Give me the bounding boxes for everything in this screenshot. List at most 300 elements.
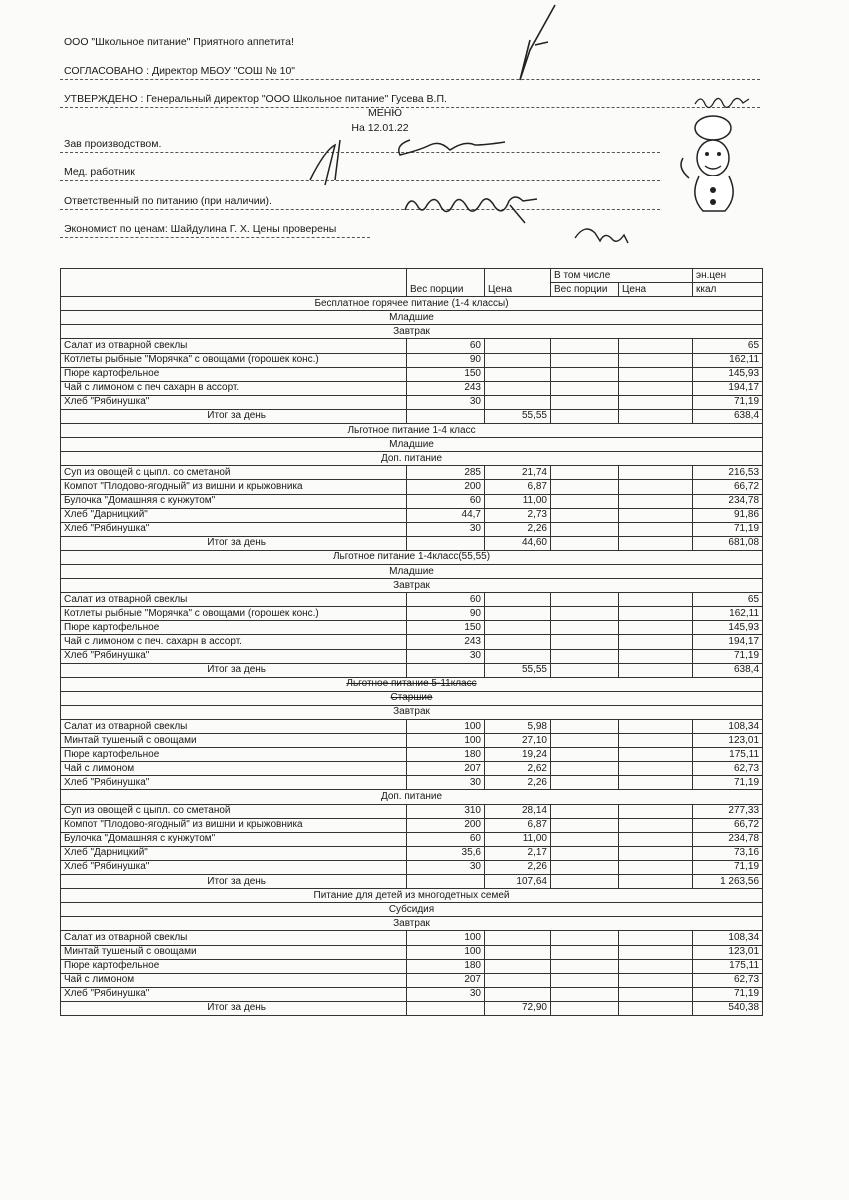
kcal-cell: 71,19: [693, 987, 763, 1001]
table-row: [61, 818, 763, 832]
section-row: [61, 438, 763, 452]
section-label: Младшие: [61, 438, 763, 452]
table-header-row-1: [61, 269, 763, 283]
price-cell: [485, 959, 551, 973]
header-incl-portion: Вес порции: [551, 283, 619, 297]
dish-name: Хлеб "Рябинушка": [61, 860, 407, 874]
dish-name: Котлеты рыбные "Морячка" с овощами (горошек конс.): [61, 607, 407, 621]
dish-name: Пюре картофельное: [61, 367, 407, 381]
kcal-cell: 108,34: [693, 720, 763, 734]
portion-cell: 100: [407, 945, 485, 959]
table-row: [61, 480, 763, 494]
header-name-cell: [61, 269, 407, 297]
incl-portion-cell: [551, 762, 619, 776]
incl-portion-cell: [551, 395, 619, 409]
kcal-cell: 638,4: [693, 663, 763, 677]
incl-price-cell: [619, 945, 693, 959]
incl-price-cell: [619, 494, 693, 508]
incl-portion-cell: [551, 734, 619, 748]
dish-name: Хлеб "Дарницкий": [61, 508, 407, 522]
section-row: [61, 564, 763, 578]
price-cell: [485, 635, 551, 649]
portion-cell: [407, 663, 485, 677]
price-cell: 2,26: [485, 522, 551, 536]
price-cell: 44,60: [485, 536, 551, 550]
incl-portion-cell: [551, 663, 619, 677]
portion-cell: 207: [407, 973, 485, 987]
section-label: Льготное питание 1-4 класс: [61, 424, 763, 438]
section-label: Доп. питание: [61, 790, 763, 804]
portion-cell: 150: [407, 367, 485, 381]
total-row: [61, 536, 763, 550]
price-cell: [485, 649, 551, 663]
price-cell: [485, 339, 551, 353]
section-label: [61, 677, 763, 691]
dish-name: Хлеб "Рябинушка": [61, 522, 407, 536]
kcal-cell: 216,53: [693, 466, 763, 480]
company-name: ООО "Школьное питание" Приятного аппетита!: [64, 36, 294, 48]
incl-price-cell: [619, 748, 693, 762]
page-title: МЕНЮ: [368, 107, 402, 119]
section-label: Младшие: [61, 564, 763, 578]
incl-portion-cell: [551, 931, 619, 945]
kcal-cell: 71,19: [693, 776, 763, 790]
total-row: [61, 875, 763, 889]
incl-portion-cell: [551, 748, 619, 762]
dish-name: Чай с лимоном с печ сахарн в ассорт.: [61, 381, 407, 395]
kcal-cell: 162,11: [693, 607, 763, 621]
table-row: [61, 649, 763, 663]
price-cell: 2,73: [485, 508, 551, 522]
incl-portion-cell: [551, 860, 619, 874]
dish-name: Чай с лимоном с печ. сахарн в ассорт.: [61, 635, 407, 649]
incl-portion-cell: [551, 635, 619, 649]
dish-name: Хлеб "Рябинушка": [61, 776, 407, 790]
approved-line: СОГЛАСОВАНО : Директор МБОУ "СОШ № 10": [64, 65, 296, 77]
price-cell: 107,64: [485, 875, 551, 889]
price-cell: 2,26: [485, 860, 551, 874]
price-cell: 2,62: [485, 762, 551, 776]
incl-price-cell: [619, 635, 693, 649]
dish-name: Хлеб "Рябинушка": [61, 987, 407, 1001]
price-cell: 11,00: [485, 494, 551, 508]
price-cell: 2,26: [485, 776, 551, 790]
role-medic: Мед. работник: [64, 166, 135, 178]
incl-price-cell: [619, 959, 693, 973]
price-cell: 72,90: [485, 1001, 551, 1015]
section-row: [61, 790, 763, 804]
dish-name: Суп из овощей с цыпл. со сметаной: [61, 466, 407, 480]
incl-portion-cell: [551, 339, 619, 353]
dish-name: Пюре картофельное: [61, 621, 407, 635]
portion-cell: 100: [407, 931, 485, 945]
incl-price-cell: [619, 832, 693, 846]
kcal-cell: 71,19: [693, 649, 763, 663]
dish-name: Хлеб "Дарницкий": [61, 846, 407, 860]
header-energy-bottom: ккал: [693, 283, 763, 297]
incl-portion-cell: [551, 720, 619, 734]
dish-name: Суп из овощей с цыпл. со сметаной: [61, 804, 407, 818]
kcal-cell: 175,11: [693, 959, 763, 973]
incl-price-cell: [619, 395, 693, 409]
portion-cell: 207: [407, 762, 485, 776]
table-row: [61, 945, 763, 959]
kcal-cell: 681,08: [693, 536, 763, 550]
dish-name: Салат из отварной свеклы: [61, 931, 407, 945]
table-row: [61, 804, 763, 818]
role-responsible: Ответственный по питанию (при наличии).: [64, 195, 272, 207]
section-row: [61, 677, 763, 691]
section-row: [61, 550, 763, 564]
kcal-cell: 65: [693, 593, 763, 607]
menu-table: [60, 268, 763, 1016]
dish-name: Пюре картофельное: [61, 959, 407, 973]
incl-price-cell: [619, 466, 693, 480]
kcal-cell: 123,01: [693, 734, 763, 748]
price-cell: 5,98: [485, 720, 551, 734]
dish-name: Хлеб "Рябинушка": [61, 395, 407, 409]
header-including: В том числе: [551, 269, 693, 283]
portion-cell: 285: [407, 466, 485, 480]
price-cell: 28,14: [485, 804, 551, 818]
portion-cell: 60: [407, 593, 485, 607]
incl-price-cell: [619, 846, 693, 860]
portion-cell: 30: [407, 522, 485, 536]
incl-portion-cell: [551, 818, 619, 832]
price-cell: [485, 381, 551, 395]
total-label: Итог за день: [61, 536, 407, 550]
struck-section-text: Льготное питание 5-11класс: [346, 678, 477, 690]
role-production: Зав производством.: [64, 138, 162, 150]
incl-portion-cell: [551, 381, 619, 395]
portion-cell: 100: [407, 734, 485, 748]
portion-cell: 30: [407, 649, 485, 663]
table-row: [61, 860, 763, 874]
portion-cell: [407, 536, 485, 550]
incl-portion-cell: [551, 466, 619, 480]
price-cell: 21,74: [485, 466, 551, 480]
section-row: [61, 889, 763, 903]
table-row: [61, 395, 763, 409]
incl-portion-cell: [551, 536, 619, 550]
dish-name: Минтай тушеный с овощами: [61, 734, 407, 748]
incl-price-cell: [619, 860, 693, 874]
section-label: Субсидия: [61, 903, 763, 917]
portion-cell: 30: [407, 987, 485, 1001]
director-signature: [500, 0, 580, 95]
incl-portion-cell: [551, 508, 619, 522]
incl-price-cell: [619, 339, 693, 353]
dish-name: Салат из отварной свеклы: [61, 720, 407, 734]
incl-portion-cell: [551, 875, 619, 889]
portion-cell: 243: [407, 381, 485, 395]
total-label: Итог за день: [61, 1001, 407, 1015]
incl-portion-cell: [551, 945, 619, 959]
production-signature: [300, 120, 530, 190]
kcal-cell: 175,11: [693, 748, 763, 762]
incl-price-cell: [619, 536, 693, 550]
table-row: [61, 832, 763, 846]
kcal-cell: 234,78: [693, 494, 763, 508]
confirmed-line: УТВЕРЖДЕНО : Генеральный директор "ООО Школьное питание" Гусева В.П.: [64, 93, 447, 105]
role-line-responsible: [60, 209, 660, 210]
incl-price-cell: [619, 734, 693, 748]
portion-cell: [407, 875, 485, 889]
dish-name: Салат из отварной свеклы: [61, 593, 407, 607]
price-cell: [485, 621, 551, 635]
section-label: Питание для детей из многодетных семей: [61, 889, 763, 903]
incl-price-cell: [619, 818, 693, 832]
section-row: [61, 424, 763, 438]
kcal-cell: 162,11: [693, 353, 763, 367]
portion-cell: 30: [407, 395, 485, 409]
section-label: [61, 691, 763, 705]
table-row: [61, 607, 763, 621]
kcal-cell: 71,19: [693, 395, 763, 409]
total-row: [61, 1001, 763, 1015]
incl-price-cell: [619, 804, 693, 818]
table-row: [61, 734, 763, 748]
kcal-cell: 71,19: [693, 522, 763, 536]
incl-portion-cell: [551, 353, 619, 367]
incl-price-cell: [619, 522, 693, 536]
dish-name: Компот "Плодово-ягодный" из вишни и крыжовника: [61, 818, 407, 832]
responsible-signature: [400, 185, 570, 230]
header-price: Цена: [485, 269, 551, 297]
portion-cell: 180: [407, 748, 485, 762]
incl-price-cell: [619, 367, 693, 381]
incl-price-cell: [619, 649, 693, 663]
table-row: [61, 720, 763, 734]
incl-price-cell: [619, 508, 693, 522]
price-cell: [485, 987, 551, 1001]
incl-price-cell: [619, 381, 693, 395]
table-row: [61, 339, 763, 353]
kcal-cell: 66,72: [693, 480, 763, 494]
incl-price-cell: [619, 663, 693, 677]
incl-price-cell: [619, 762, 693, 776]
kcal-cell: 194,17: [693, 635, 763, 649]
portion-cell: 35,6: [407, 846, 485, 860]
table-row: [61, 748, 763, 762]
incl-portion-cell: [551, 607, 619, 621]
kcal-cell: 66,72: [693, 818, 763, 832]
section-label: Завтрак: [61, 579, 763, 593]
section-label: Младшие: [61, 311, 763, 325]
incl-portion-cell: [551, 409, 619, 423]
total-label: Итог за день: [61, 663, 407, 677]
dish-name: Пюре картофельное: [61, 748, 407, 762]
kcal-cell: 277,33: [693, 804, 763, 818]
table-row: [61, 987, 763, 1001]
total-row: [61, 663, 763, 677]
section-row: [61, 297, 763, 311]
portion-cell: 30: [407, 860, 485, 874]
portion-cell: 90: [407, 353, 485, 367]
table-row: [61, 593, 763, 607]
incl-portion-cell: [551, 804, 619, 818]
portion-cell: [407, 409, 485, 423]
total-label: Итог за день: [61, 409, 407, 423]
header-incl-price: Цена: [619, 283, 693, 297]
portion-cell: 44,7: [407, 508, 485, 522]
section-row: [61, 579, 763, 593]
table-row: [61, 973, 763, 987]
kcal-cell: 65: [693, 339, 763, 353]
price-cell: 55,55: [485, 409, 551, 423]
chef-mascot-image: [675, 108, 750, 218]
portion-cell: 180: [407, 959, 485, 973]
section-label: Льготное питание 1-4класс(55,55): [61, 550, 763, 564]
portion-cell: 200: [407, 818, 485, 832]
kcal-cell: 234,78: [693, 832, 763, 846]
struck-section-text: Старшие: [390, 692, 433, 704]
price-cell: [485, 945, 551, 959]
incl-price-cell: [619, 353, 693, 367]
portion-cell: 60: [407, 832, 485, 846]
price-cell: [485, 367, 551, 381]
total-row: [61, 409, 763, 423]
kcal-cell: 194,17: [693, 381, 763, 395]
dish-name: Салат из отварной свеклы: [61, 339, 407, 353]
portion-cell: [407, 1001, 485, 1015]
table-row: [61, 494, 763, 508]
incl-portion-cell: [551, 494, 619, 508]
section-row: [61, 903, 763, 917]
dish-name: Чай с лимоном: [61, 762, 407, 776]
dish-name: Чай с лимоном: [61, 973, 407, 987]
table-row: [61, 762, 763, 776]
incl-portion-cell: [551, 846, 619, 860]
role-line-economist: [60, 237, 370, 238]
kcal-cell: 638,4: [693, 409, 763, 423]
price-cell: [485, 973, 551, 987]
price-cell: [485, 395, 551, 409]
portion-cell: 200: [407, 480, 485, 494]
incl-price-cell: [619, 931, 693, 945]
incl-price-cell: [619, 1001, 693, 1015]
price-cell: 11,00: [485, 832, 551, 846]
incl-portion-cell: [551, 367, 619, 381]
section-row: [61, 325, 763, 339]
dish-name: Котлеты рыбные "Морячка" с овощами (горошек конс.): [61, 353, 407, 367]
kcal-cell: 91,86: [693, 508, 763, 522]
price-cell: 6,87: [485, 480, 551, 494]
price-cell: [485, 593, 551, 607]
section-label: Бесплатное горячее питание (1-4 классы): [61, 297, 763, 311]
kcal-cell: 145,93: [693, 367, 763, 381]
kcal-cell: 62,73: [693, 762, 763, 776]
section-row: [61, 311, 763, 325]
table-row: [61, 635, 763, 649]
portion-cell: 90: [407, 607, 485, 621]
portion-cell: 310: [407, 804, 485, 818]
menu-table-body: [61, 269, 763, 1016]
table-row: [61, 508, 763, 522]
price-cell: [485, 607, 551, 621]
portion-cell: 243: [407, 635, 485, 649]
incl-portion-cell: [551, 593, 619, 607]
incl-price-cell: [619, 480, 693, 494]
section-row: [61, 917, 763, 931]
incl-price-cell: [619, 607, 693, 621]
portion-cell: 30: [407, 776, 485, 790]
approved-dotted-line: [60, 79, 760, 80]
table-row: [61, 522, 763, 536]
table-row: [61, 466, 763, 480]
incl-price-cell: [619, 776, 693, 790]
total-label: Итог за день: [61, 875, 407, 889]
economist-signature: [570, 218, 630, 246]
incl-portion-cell: [551, 959, 619, 973]
section-label: Завтрак: [61, 325, 763, 339]
table-row: [61, 621, 763, 635]
incl-portion-cell: [551, 621, 619, 635]
incl-portion-cell: [551, 480, 619, 494]
table-row: [61, 353, 763, 367]
section-row: [61, 691, 763, 705]
price-cell: [485, 931, 551, 945]
price-cell: 6,87: [485, 818, 551, 832]
dish-name: Минтай тушеный с овощами: [61, 945, 407, 959]
dish-name: Булочка "Домашняя с кунжутом": [61, 494, 407, 508]
incl-price-cell: [619, 621, 693, 635]
kcal-cell: 108,34: [693, 931, 763, 945]
section-label: Завтрак: [61, 917, 763, 931]
incl-portion-cell: [551, 1001, 619, 1015]
header-energy-top: эн.цен: [693, 269, 763, 283]
incl-portion-cell: [551, 522, 619, 536]
incl-portion-cell: [551, 832, 619, 846]
dish-name: Хлеб "Рябинушка": [61, 649, 407, 663]
incl-price-cell: [619, 987, 693, 1001]
incl-portion-cell: [551, 649, 619, 663]
section-row: [61, 705, 763, 719]
role-economist: Экономист по ценам: Шайдулина Г. Х. Цены проверены: [64, 223, 337, 235]
price-cell: 27,10: [485, 734, 551, 748]
table-row: [61, 846, 763, 860]
dish-name: Булочка "Домашняя с кунжутом": [61, 832, 407, 846]
portion-cell: 60: [407, 339, 485, 353]
section-label: Доп. питание: [61, 452, 763, 466]
table-row: [61, 959, 763, 973]
incl-price-cell: [619, 593, 693, 607]
price-cell: 55,55: [485, 663, 551, 677]
portion-cell: 60: [407, 494, 485, 508]
menu-date: На 12.01.22: [351, 122, 409, 134]
table-row: [61, 776, 763, 790]
kcal-cell: 145,93: [693, 621, 763, 635]
price-cell: 19,24: [485, 748, 551, 762]
price-cell: [485, 353, 551, 367]
incl-portion-cell: [551, 987, 619, 1001]
table-row: [61, 367, 763, 381]
kcal-cell: 540,38: [693, 1001, 763, 1015]
section-label: Завтрак: [61, 705, 763, 719]
dish-name: Компот "Плодово-ягодный" из вишни и крыжовника: [61, 480, 407, 494]
table-row: [61, 381, 763, 395]
kcal-cell: 123,01: [693, 945, 763, 959]
portion-cell: 150: [407, 621, 485, 635]
incl-price-cell: [619, 409, 693, 423]
header-portion: Вес порции: [407, 269, 485, 297]
incl-price-cell: [619, 875, 693, 889]
kcal-cell: 73,16: [693, 846, 763, 860]
section-row: [61, 452, 763, 466]
kcal-cell: 62,73: [693, 973, 763, 987]
portion-cell: 100: [407, 720, 485, 734]
incl-portion-cell: [551, 776, 619, 790]
